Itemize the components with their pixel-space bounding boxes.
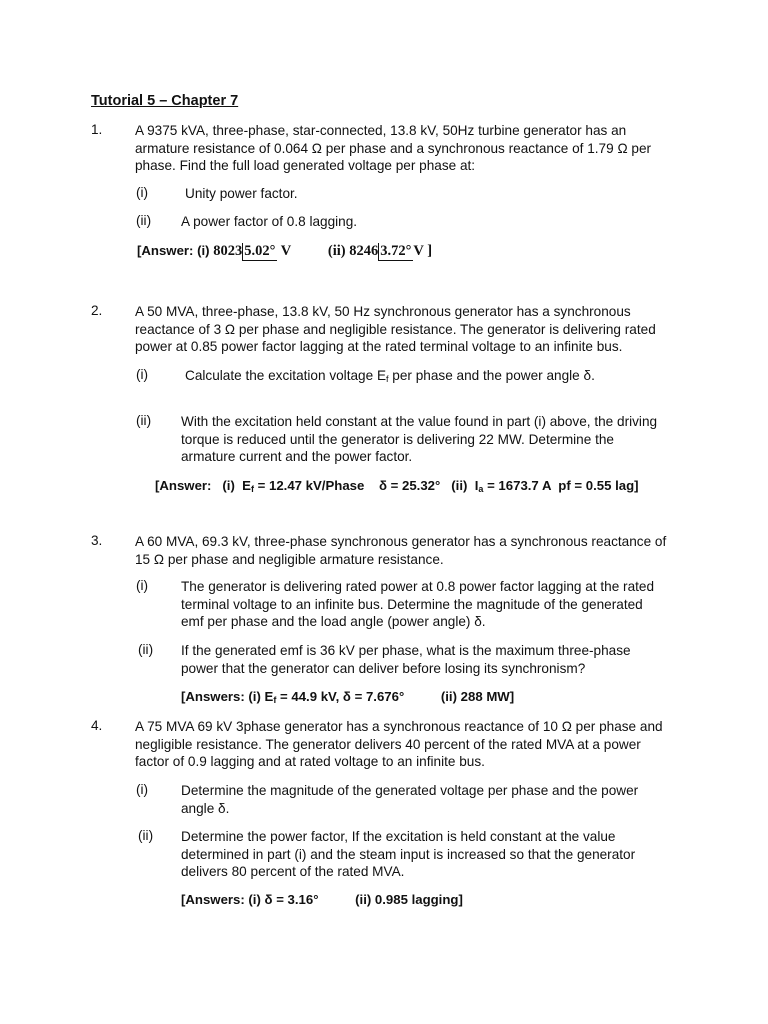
question-number: 2. bbox=[91, 303, 103, 318]
question-text: A 50 MVA, three-phase, 13.8 kV, 50 Hz synchronous generator has a synchronous reactance of 3 Ω per phase and negligible resistance. The generator is delivering rated power at 0.85 power factor lagging at the rated terminal voltage to an infinite bus. bbox=[135, 304, 656, 355]
unit: V bbox=[413, 243, 424, 259]
bracket: ] bbox=[427, 243, 433, 259]
part-number: (ii) bbox=[136, 413, 152, 428]
angle-symbol: 5.02° bbox=[244, 243, 276, 259]
answer-value bbox=[213, 243, 291, 261]
part-text: A power factor of 0.8 lagging. bbox=[181, 214, 358, 229]
question-number: 4. bbox=[91, 718, 103, 733]
answer-label: [Answer: (i) bbox=[137, 243, 210, 258]
part-number: (i) bbox=[136, 185, 149, 200]
question-number: 1. bbox=[91, 122, 103, 137]
part-number: (ii) bbox=[138, 828, 154, 843]
question-text: A 9375 kVA, three-phase, star-connected, 13.8 kV, 50Hz turbine generator has an armature resistance of 0.064 Ω per phase and a synchronous reactance of 1.79 Ω per phase. Find the full load generated voltage per phase at: bbox=[135, 123, 652, 174]
part-text: If the generated emf is 36 kV per phase, what is the maximum three-phase power that the generator can deliver before losing its synchronism? bbox=[181, 643, 631, 676]
answer-line: [Answers: (i) δ = 3.16° (ii) 0.985 lagging] bbox=[181, 892, 463, 907]
answer-line bbox=[137, 243, 432, 260]
voltage-magnitude: 8246 bbox=[349, 243, 379, 259]
part-number: (ii) bbox=[138, 642, 154, 657]
part-number: (ii) bbox=[136, 213, 152, 228]
answer-line: [Answer: (i) $E_f = 12.47$ kV/Phase δ = 25.32° (ii) $I_a = 1673.7$ A pf = 0.55 lag] bbox=[155, 478, 639, 494]
part-number: (i) bbox=[136, 782, 149, 797]
part-text: Determine the power factor, If the excitation is held constant at the value determined in part (i) and the steam input is increased so that the generator delivers 80 percent of the rated MVA. bbox=[181, 829, 636, 880]
page-title: Tutorial 5 – Chapter 7 bbox=[91, 93, 239, 109]
part-text: Determine the magnitude of the generated voltage per phase and the power angle δ. bbox=[181, 783, 639, 816]
part-number: (i) bbox=[136, 578, 149, 593]
part-number: (i) bbox=[136, 367, 149, 382]
part-text: The generator is delivering rated power at 0.8 power factor lagging at the rated terminal voltage to an infinite bus. Determine the magnitude of the generated emf per phase and the load angle (power angle) δ. bbox=[181, 579, 655, 630]
question-text: A 60 MVA, 69.3 kV, three-phase synchronous generator has a synchronous reactance of 15 Ω per phase and negligible armature resistance. bbox=[135, 534, 667, 567]
part-text: Unity power factor. bbox=[185, 186, 298, 201]
voltage-magnitude: 8023 bbox=[213, 243, 243, 259]
question-text: A 75 MVA 69 kV 3phase generator has a synchronous reactance of 10 Ω per phase and negligible resistance. The generator delivers 40 percent of the rated MVA at a power factor of 0.9 lagging and at rated voltage to an infinite bus. bbox=[135, 719, 663, 770]
question-number: 3. bbox=[91, 533, 103, 548]
part-text: With the excitation held constant at the value found in part (i) above, the driving torque is reduced until the generator is delivering 22 MW. Determine the armature current and the power factor. bbox=[181, 414, 658, 465]
part-text: Calculate the excitation voltage $E_f$ per phase and the power angle δ. bbox=[185, 368, 595, 384]
part-label: (ii) bbox=[327, 243, 346, 259]
angle-symbol: 3.72° bbox=[380, 243, 412, 259]
answer-line: [Answers: (i) $E_f = 44.9$ kV, δ = 7.676° (ii) 288 MW] bbox=[181, 689, 515, 705]
unit: V bbox=[280, 243, 292, 259]
answer-value bbox=[328, 243, 432, 261]
